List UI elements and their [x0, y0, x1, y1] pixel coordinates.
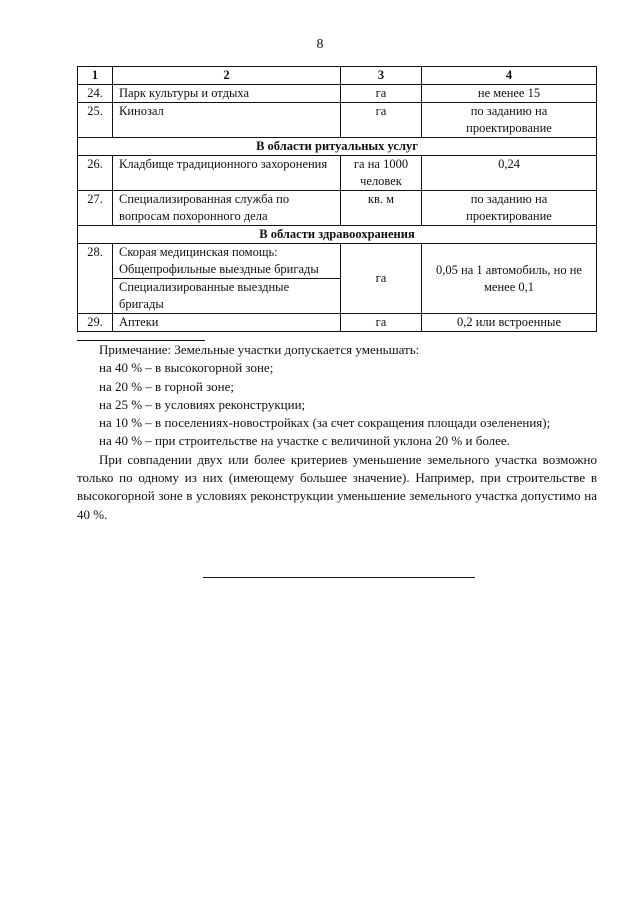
row-unit: га [341, 314, 422, 332]
note-item: на 10 % – в поселениях-новостройках (за счет сокращения площади озеленения); [99, 415, 551, 431]
row-number: 28. [78, 244, 113, 314]
row-number: 27. [78, 191, 113, 226]
row-name-heading: Скорая медицинская помощь: [119, 245, 278, 259]
note-item: на 40 % – при строительстве на участке с величиной уклона 20 % и более. [99, 433, 510, 449]
row-value: 0,24 [422, 156, 597, 191]
column-header: 1 [78, 67, 113, 85]
note-item: на 25 % – в условиях реконструкции; [99, 396, 306, 412]
row-unit: кв. м [341, 191, 422, 226]
note-item: на 20 % – в горной зоне; [99, 378, 235, 394]
row-number: 24. [78, 85, 113, 103]
table-header-row [78, 67, 597, 85]
row-value: 0,05 на 1 автомобиль, но не менее 0,1 [422, 244, 597, 314]
note-paragraph: При совпадении двух или более критериев уменьшение земельного участка возможно только по одному из них (имеющему большее значение). Например, при строительстве в высокогорной зоне в условиях реконструкции уменьшение земельного участка допустимо на 40 %. [77, 451, 597, 522]
row-name: Аптеки [113, 314, 341, 332]
table-row [78, 103, 597, 138]
row-unit: га [341, 244, 422, 314]
section-header-row [78, 226, 597, 244]
row-unit: га [341, 103, 422, 138]
land-plot-table [77, 66, 597, 332]
row-name-sub: Общепрофильные выездные бригады [119, 262, 319, 276]
row-name: Кладбище традиционного захоронения [113, 156, 341, 191]
row-value: по заданию на проектирование [422, 191, 597, 226]
section-title: В области здравоохранения [78, 226, 597, 244]
note-title: Примечание: Земельные участки допускается уменьшать: [99, 342, 420, 357]
row-value: 0,2 или встроенные [422, 314, 597, 332]
row-unit: га [341, 85, 422, 103]
note-block [77, 341, 597, 524]
section-header-row [78, 138, 597, 156]
table-row [78, 156, 597, 191]
table-row [78, 191, 597, 226]
row-name: Кинозал [113, 103, 341, 138]
section-title: В области ритуальных услуг [78, 138, 597, 156]
table-row [78, 85, 597, 103]
row-value: не менее 15 [422, 85, 597, 103]
row-name: Специализированная служба по вопросам похоронного дела [113, 191, 341, 226]
column-header: 4 [422, 67, 597, 85]
row-name [113, 244, 341, 279]
row-unit: га на 1000 человек [341, 156, 422, 191]
end-divider [203, 577, 475, 578]
column-header: 2 [113, 67, 341, 85]
column-header: 3 [341, 67, 422, 85]
table-row [78, 314, 597, 332]
row-name: Парк культуры и отдыха [113, 85, 341, 103]
table-row [78, 244, 597, 279]
note-item: на 40 % – в высокогорной зоне; [99, 360, 274, 376]
row-value: по заданию на проектирование [422, 103, 597, 138]
row-name-sub: Специализированные выездные бригады [113, 279, 341, 314]
page-number: 8 [316, 37, 324, 52]
row-number: 29. [78, 314, 113, 332]
row-number: 26. [78, 156, 113, 191]
row-number: 25. [78, 103, 113, 138]
